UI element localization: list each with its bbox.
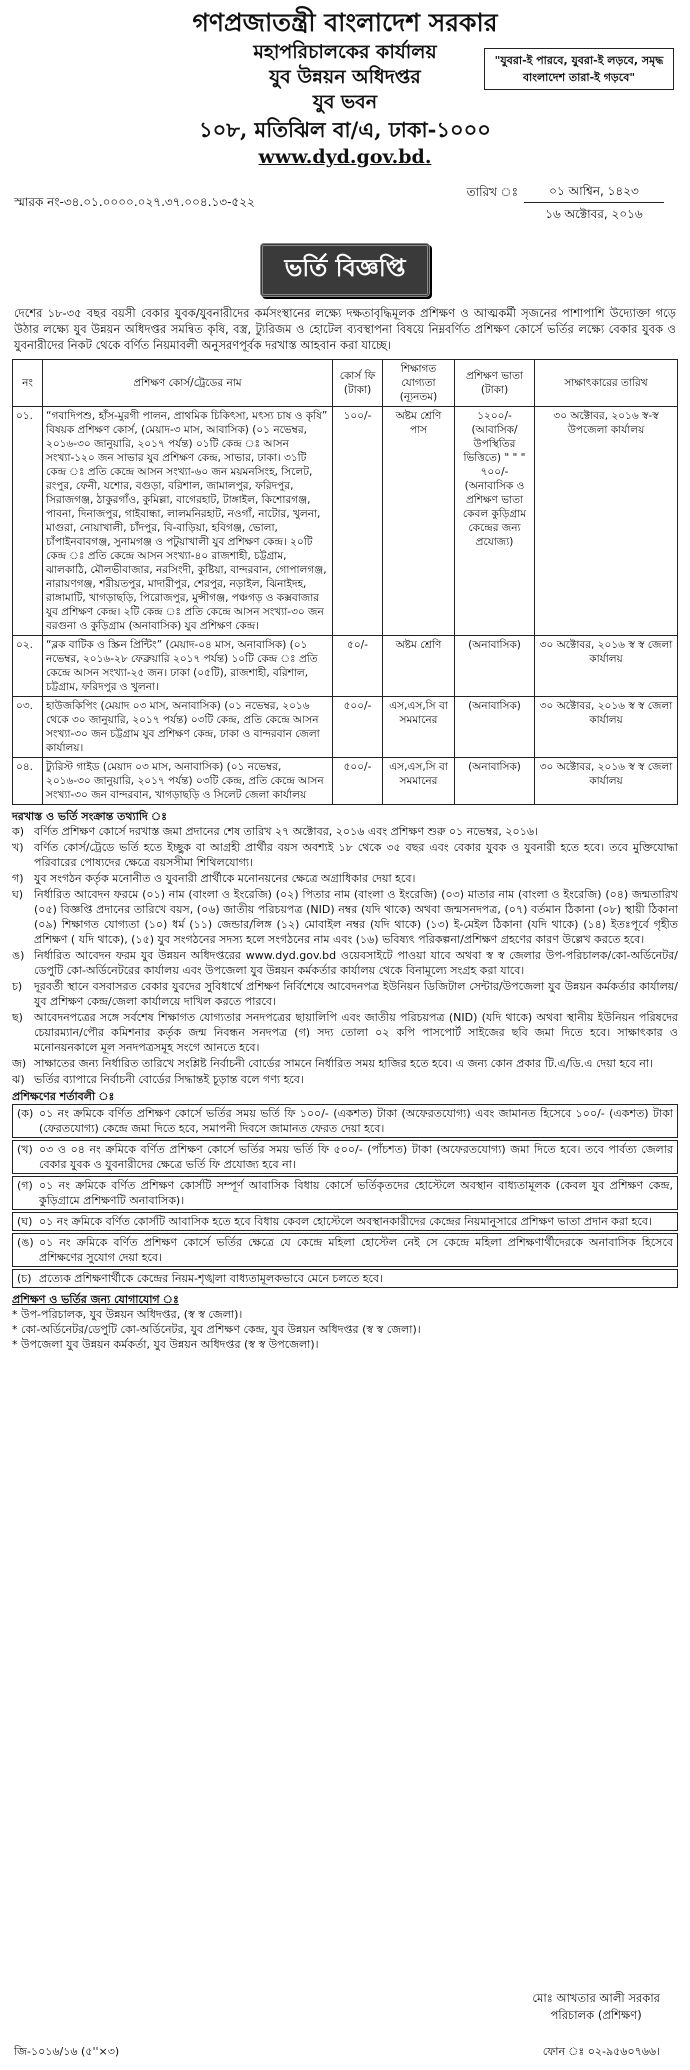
row-interview: ৩০ অক্টোবর, ২০১৬ স্ব স্ব জেলা কার্যালয় [535, 636, 678, 697]
note-item [12, 887, 678, 947]
office-name: মহাপরিচালকের কার্যালয় [253, 41, 437, 63]
row-fee: ৫০/- [333, 636, 383, 697]
row-fee: ৫০০/- [333, 758, 383, 805]
note-item [12, 1010, 678, 1055]
note-key: ঘ) [12, 888, 24, 901]
note-item [12, 871, 678, 886]
footer-code: জি-১০১৬/১৬ (৫''×৩) [14, 2045, 120, 2058]
note-key: ঝ) [12, 1073, 25, 1086]
header-course: প্রশিক্ষণ কোর্স/ট্রেডের নাম [43, 360, 333, 407]
note-key: জ) [12, 1057, 27, 1070]
conditions-title: প্রশিক্ষণের শর্তাবলী ঃ [12, 1090, 115, 1103]
condition-text: প্রত্যেক প্রশিক্ষণার্থীকে কেন্দ্রের নিয়ম-শৃঙ্খলা বাধ্যতামূলকভাবে মেনে চলতে হবে। [39, 1272, 383, 1285]
date-english: ১৬ অক্টোবর, ২০১৬ [545, 207, 643, 221]
notes-title: দরখাস্ত ও ভর্তি সংক্রান্ত তথ্যাদি ঃ [12, 810, 168, 823]
condition-key: (খ) [17, 1143, 33, 1156]
condition-item [12, 1104, 678, 1138]
condition-key: (ঘ) [17, 1215, 33, 1228]
row-allowance: (অনাবাসিক) [455, 758, 535, 805]
row-no: ০১. [13, 407, 43, 636]
row-course: “ব্লক বাটিক ও স্ক্রিন প্রিন্টিং” (মেয়াদ-০৪ মাস, অনাবাসিক) (০১ নভেম্বর, ২০১৬-২৮ ফেব্রুয়ারি ২০১৭ পর্যন্ত) ১০টি কেন্দ্র ঃ প্রতি কেন্দ্রে আসন সংখ্যা-২৫ জন। ঢাকা (০৫টি), রাজশাহী, বরিশাল, চট্টগ্রাম, ফরিদপুর ও খুলনা। [43, 636, 333, 697]
note-item [12, 948, 678, 978]
note-key: ছ) [12, 1011, 23, 1024]
contact-item: * উপ-পরিচালক, যুব উন্নয়ন অধিদপ্তর, (স্ব স্ব জেলা)। [12, 1308, 243, 1321]
govt-name: গণপ্রজাতন্ত্রী বাংলাদেশ সরকার [192, 8, 498, 37]
address: ১০৮, মতিঝিল বা/এ, ঢাকা-১০০০ [199, 117, 491, 142]
condition-text: ০১ নং ক্রমিকে বর্ণিত প্রশিক্ষণ কোর্সটি সম্পূর্ণ আবাসিক বিধায় কোর্সে ভর্তিকৃতদের হোস্টেলে অবস্থান বাধ্যতামূলক (কেবল যুব প্রশিক্ষণ কেন্দ্র, কুড়িগ্রামে প্রশিক্ষণটি অনাবাসিক)। [39, 1179, 673, 1207]
contacts-block [12, 1292, 678, 1352]
row-qualification: এস,এস,সি বা সমমানের [383, 758, 455, 805]
signatory-phone: ফোন ঃ ০২-৯৫৬০৭৬৬। [542, 2045, 660, 2058]
note-item [12, 1056, 678, 1071]
condition-item [12, 1269, 678, 1288]
row-qualification: অষ্টম শ্রেণি [383, 636, 455, 697]
note-item [12, 840, 678, 870]
table-row [13, 636, 678, 697]
signature-block [532, 1990, 660, 2024]
table-row [13, 697, 678, 758]
row-course: ট্যুরিস্ট গাইড (মেয়াদ ০৩ মাস, অনাবাসিক) (০১ নভেম্বর, ২০১৬-৩০ জানুয়ারি, ২০১৭ পর্যন্ত) ০৩টি কেন্দ্র, প্রতি কেন্দ্রে আসন সংখ্যা-৩০ জন বান্দরবান, খাগড়াছড়ি ও সিলেট জেলা কার্যালয় [43, 758, 333, 805]
row-fee: ৫০০/- [333, 697, 383, 758]
condition-key: (চ) [17, 1272, 32, 1285]
row-allowance: ১২০০/- (আবাসিক/ উপস্থিতির ভিত্তিতে) " " " ৭০০/- (অনাবাসিক ও প্রশিক্ষণ ভাতা কেবল কুড়িগ্রাম কেন্দ্রের জন্য প্রযোজ্য) [455, 407, 535, 636]
slogan-box: "যুবরা-ই পারবে, যুবরা-ই লড়বে, সমৃদ্ধ বাংলাদেশ তারা-ই গড়বে" [484, 48, 674, 90]
table-row [13, 407, 678, 636]
condition-item [12, 1233, 678, 1267]
condition-text: ০৩ ও ০৪ নং ক্রমিকে বর্ণিত প্রশিক্ষণ কোর্সে ভর্তির সময় ভর্তি ফি ৫০০/- (পাঁচশত) টাকা (অফেরতযোগ্য) জমা দিতে হবে। তবে পার্বত্য জেলার বেকার যুবক ও যুবনারীদের ক্ষেত্রে ভর্তি ফি প্রযোজ্য হবে না। [39, 1143, 673, 1171]
table-header-row [13, 360, 678, 407]
note-key: খ) [12, 841, 24, 854]
note-item [12, 979, 678, 1009]
date-bangla: ০১ আশ্বিন, ১৪২৩ [549, 184, 639, 198]
header-allowance: প্রশিক্ষণ ভাতা (টাকা) [455, 360, 535, 407]
note-text: আবেদনপত্রের সঙ্গে সর্বশেষ শিক্ষাগত যোগ্যতার সনদপত্রের ছায়ালিপি এবং জাতীয় পরিচয়পত্র (NID) (যদি থাকে) অথবা স্থানীয় ইউনিয়ন পরিষদের চেয়ারম্যান/পৌর কমিশনার কর্তৃক জন্ম নিবন্ধন সনদপত্র (গ) সদ্য তোলা ০২ কপি পাসপোর্ট সাইজের ছবি জমা দিতে হবে। সাক্ষাৎকার ও মনোনয়নকালে মূল সনদপত্রসমূহ সংগে আনতে হবে। [34, 1011, 678, 1054]
header-fee: কোর্স ফি (টাকা) [333, 360, 383, 407]
department-name: যুব উন্নয়ন অধিদপ্তর [269, 66, 421, 88]
contact-item: * কো-অর্ডিনেটর/ডেপুটি কো-অর্ডিনেটর, যুব প্রশিক্ষণ কেন্দ্র, যুব উন্নয়ন অধিদপ্তর (স্ব স্ব জেলা)। [12, 1323, 421, 1336]
date-block [448, 180, 664, 225]
date-label: তারিখ ঃ [466, 185, 518, 199]
memo-number: স্মারক নং-৩৪.০১.০০০০.০২৭.৩৭.০০৪.১৩-৫২২ [14, 195, 255, 209]
condition-text: ০১ নং ক্রমিকে বর্ণিত প্রশিক্ষণ কোর্সে ভর্তির সময় ভর্তি ফি ১০০/- (একশত) টাকা (অফেরতযোগ্য) এবং জামানত হিসেবে ১০০/- (একশত) টাকা (ফেরতযোগ্য) কেন্দ্রে জমা দিতে হবে, সমাপনী দিবসে জামানত ফেরত দেয়া হবে। [39, 1107, 673, 1135]
note-key: গ) [12, 872, 24, 885]
condition-text: ০১ নং ক্রমিকে বর্ণিত প্রশিক্ষণ কোর্সে ভর্তির ক্ষেত্রে যে কেন্দ্রে মহিলা হোস্টেল নেই সে কেন্দ্রে মহিলা প্রশিক্ষণার্থীদেরকে অনাবাসিক হিসেবে প্রশিক্ষণের সুযোগ দেয়া হবে। [39, 1236, 673, 1264]
notice-title: ভর্তি বিজ্ঞপ্তি [260, 243, 431, 297]
note-text: বর্ণিত প্রশিক্ষণ কোর্সে দরখাস্ত জমা প্রদানের শেষ তারিখ ২৭ অক্টোবর, ২০১৬ এবং প্রশিক্ষণ শুরু ০১ নভেম্বর, ২০১৬। [34, 825, 538, 838]
condition-text: ০১ নং ক্রমিকে বর্ণিত কোর্সটি আবাসিক হতে হবে বিধায় কেবল হোস্টেলে অবস্থানকারীদের কেন্দ্রের নিয়মানুসারে প্রশিক্ষণ ভাতা প্রদান করা হবে। [39, 1215, 652, 1228]
condition-key: (ক) [17, 1107, 34, 1120]
note-text: নির্ধারিত আবেদন ফরম যুব উন্নয়ন অধিদপ্তরের www.dyd.gov.bd ওয়েবসাইটে পাওয়া যাবে অথবা স্ব স্ব জেলার উপ-পরিচালক/কো-অর্ডিনেটর/ডেপুটি কো-অর্ডিনেটরের কার্যালয় এবং উপজেলা যুব উন্নয়ন কর্মকর্তার কার্যালয় থেকে বিনামূল্যে সংগ্রহ করা যাবে। [34, 949, 678, 977]
condition-key: (গ) [17, 1179, 33, 1192]
row-qualification: অষ্টম শ্রেণি পাস [383, 407, 455, 636]
row-no: ০৪. [13, 758, 43, 805]
row-allowance: (অনাবাসিক) [455, 636, 535, 697]
condition-item [12, 1140, 678, 1174]
note-text: ভর্তির ব্যাপারে নির্বাচনী বোর্ডের সিদ্ধান্তই চূড়ান্ত বলে গণ্য হবে। [34, 1073, 304, 1086]
signatory-name: মোঃ আখতার আলী সরকার [532, 1991, 660, 2005]
note-text: যুব সংগঠন কর্তৃক মনোনীত ও যুবনারী প্রার্থীকে মনোনয়নের ক্ষেত্রে অগ্রাধিকার দেয়া হবে। [34, 872, 416, 885]
header-no: নং [13, 360, 43, 407]
contact-item: * উপজেলা যুব উন্নয়ন কর্মকর্তা, যুব উন্নয়ন অধিদপ্তর (স্ব স্ব উপজেলা)। [12, 1338, 319, 1351]
header-qualification: শিক্ষাগত যোগ্যতা (ন্যূনতম) [383, 360, 455, 407]
website: www.dyd.gov.bd. [258, 146, 432, 168]
note-item [12, 824, 678, 839]
signatory-designation: পরিচালক (প্রশিক্ষণ) [550, 2008, 642, 2022]
row-allowance: (অনাবাসিক) [455, 697, 535, 758]
row-interview: ৩০ অক্টোবর, ২০১৬ স্ব স্ব জেলা কার্যালয় [535, 697, 678, 758]
condition-item [12, 1212, 678, 1231]
note-text: দূরবর্তী স্থানে বসবাসরত বেকার যুবদের সুবিধার্থে প্রশিক্ষণ নির্বিশেষে আবেদনপত্র ইউনিয়ন ডিজিটাল সেন্টার/উপজেলা যুব উন্নয়ন কর্মকর্তার কার্যালয়/যুব প্রশিক্ষণ কেন্দ্র/জেলা কার্যালয়ে দাখিল করতে পারবে। [34, 980, 678, 1008]
row-no: ০৩. [13, 697, 43, 758]
row-qualification: এস,এস,সি বা সমমানের [383, 697, 455, 758]
note-item [12, 1072, 678, 1087]
note-text: নির্ধারিত আবেদন ফরমে (০১) নাম (বাংলা ও ইংরেজি) (০২) পিতার নাম (বাংলা ও ইংরেজি) (০৩) মাতার নাম (বাংলা ও ইংরেজি) (০৪) জন্মতারিখ (০৫) বিজ্ঞপ্তি প্রদানের তারিখে বয়স, (০৬) জাতীয় পরিচয়পত্র (NID) নম্বর (যদি থাকে) অথবা জন্মসনদপত্র, (০৭) বর্তমান ঠিকানা (০৮) স্থায়ী ঠিকানা (০৯) শিক্ষাগত যোগ্যতা (১০) ধর্ম (১১) জেন্ডার/লিঙ্গ (১২) মোবাইল নম্বর (যদি থাকে) (১৩) ই-মেইল ঠিকানা (যদি থাকে) (১৪) ইতঃপূর্বে গৃহীত প্রশিক্ষণ ( যদি থাকে), (১৫) যুব সংগঠনের সদস্য হলে সংগঠনের নাম এবং (১৬) ভবিষ্যৎ পরিকল্পনা/প্রশিক্ষণ গ্রহণের কারণ উল্লেখ করতে হবে। [34, 888, 678, 946]
note-key: ক) [12, 825, 24, 838]
note-key: চ) [12, 980, 23, 993]
row-interview: ৩০ অক্টোবর, ২০১৬ স্ব-স্ব উপজেলা কার্যালয় [535, 407, 678, 636]
building-name: যুব ভবন [312, 91, 378, 113]
table-row [13, 758, 678, 805]
row-fee: ১০০/- [333, 407, 383, 636]
note-key: ঙ) [12, 949, 25, 962]
application-info [12, 809, 678, 1288]
row-no: ০২. [13, 636, 43, 697]
condition-key: (ঙ) [17, 1236, 34, 1249]
row-interview: ৩০ অক্টোবর, ২০১৬ স্ব স্ব জেলা কার্যালয় [535, 758, 678, 805]
contacts-title: প্রশিক্ষণ ও ভর্তির জন্য যোগাযোগ ঃ [12, 1293, 179, 1306]
row-course: “গবাদিপশু, হাঁস-মুরগী পালন, প্রাথমিক চিকিৎসা, মৎস্য চাষ ও কৃষি” বিষয়ক প্রশিক্ষণ কোর্স, (মেয়াদ-৩ মাস, আবাসিক) (০১ নভেম্বর, ২০১৬-৩০ জানুয়ারি, ২০১৭ পর্যন্ত) ০১টি কেন্দ্র ঃ আসন সংখ্যা-১২০ জন সাভার যুব প্রশিক্ষণ কেন্দ্র, সাভার, ঢাকা। ৩১টি কেন্দ্র ঃ প্রতি কেন্দ্রে আসন সংখ্যা-৬০ জন ময়মনসিংহ, সিলেট, রংপুর, ফেনী, যশোর, বগুড়া, বরিশাল, জামালপুর, ফরিদপুর, সিরাজগঞ্জ, ঠাকুরগাঁও, কুমিল্লা, বাগেরহাট, টাঙ্গাইল, কিশোরগঞ্জ, পাবনা, দিনাজপুর, গাইবান্ধা, লালমনিরহাট, নওগাঁ, নাটোর, খুলনা, মাগুরা, নোয়াখালী, চাঁদপুর, বি-বাড়িয়া, হবিগঞ্জ, ভোলা, চাঁপাইনবাবগঞ্জ, সুনামগঞ্জ ও পটুয়াখালী যুব প্রশিক্ষণ কেন্দ্র। ২০টি কেন্দ্র ঃ প্রতি কেন্দ্রে আসন সংখ্যা-৪০ রাজশাহী, চট্টগ্রাম, ঝালকাঠি, মৌলভীবাজার, নরসিংদী, কুষ্টিয়া, বান্দরবান, গোপালগঞ্জ, নারায়ণগঞ্জ, শরীয়তপুর, মাদারীপুর, শেরপুর, নড়াইল, ঝিনাইদহ, রাঙ্গামাটি, খাগড়াছড়ি, পিরোজপুর, মুন্সীগঞ্জ, পঞ্চগড় ও কক্সবাজার যুব প্রশিক্ষণ কেন্দ্র। ২টি কেন্দ্র ঃ প্রতি কেন্দ্রে আসন সংখ্যা-৩০ জন বরগুনা ও কুড়িগ্রাম (অনাবাসিক) যুব প্রশিক্ষণ কেন্দ্র। [43, 407, 333, 636]
note-text: বর্ণিত কোর্স/ট্রেডে ভর্তি হতে ইচ্ছুক বা আগ্রহী প্রার্থীর বয়স অবশ্যই ১৮ থেকে ৩৫ বছর এবং বেকার যুবক ও যুবনারী হতে হবে। তবে মুক্তিযোদ্ধা পরিবারের পোষ্যদের ক্ষেত্রে বয়সসীমা শিথিলযোগ্য। [34, 841, 678, 869]
header-interview: সাক্ষাৎকারের তারিখ [535, 360, 678, 407]
course-table [12, 359, 678, 805]
note-text: সাক্ষাতের জন্য নির্ধারিত তারিখে সংশ্লিষ্ট নির্বাচনী বোর্ডের সামনে নির্ধারিত সময় হাজির হতে হবে। এ জন্য কোন প্রকার টি.এ/ডি.এ দেয়া হবে না। [34, 1057, 653, 1070]
condition-item [12, 1176, 678, 1210]
row-course: হাউজকিপিং (মেয়াদ ০৩ মাস, অনাবাসিক) (০১ নভেম্বর, ২০১৬ থেকে ৩০ জানুয়ারি, ২০১৭ পর্যন্ত) ০৩টি কেন্দ্র, প্রতি কেন্দ্রে আসন সংখ্যা-৩০ জন চট্টগ্রাম যুব প্রশিক্ষণ কেন্দ্র, ঢাকা ও বান্দরবান জেলা কার্যালয়। [43, 697, 333, 758]
intro-paragraph: দেশের ১৮-৩৫ বছর বয়সী বেকার যুবক/যুবনারীদের কর্মসংস্থানের লক্ষ্যে দক্ষতাবৃদ্ধিমূলক প্রশিক্ষণ ও আত্মকর্মী সৃজনের পাশাপাশি উদ্যোক্তা গড়ে উঠার লক্ষ্যে যুব উন্নয়ন অধিদপ্তর সমন্বিত কৃষি, বস্ত্র, ট্যুরিজম ও হোটেল ব্যবস্থাপনা বিষয়ে নিম্নবর্ণিত প্রশিক্ষণ কোর্সে ভর্তির লক্ষ্যে বেকার যুবক ও যুবনারীদের নিকট থেকে বর্ণিত নিয়মাবলী অনুসরণপূর্বক দরখাস্ত আহবান করা যাচ্ছে। [14, 306, 676, 352]
